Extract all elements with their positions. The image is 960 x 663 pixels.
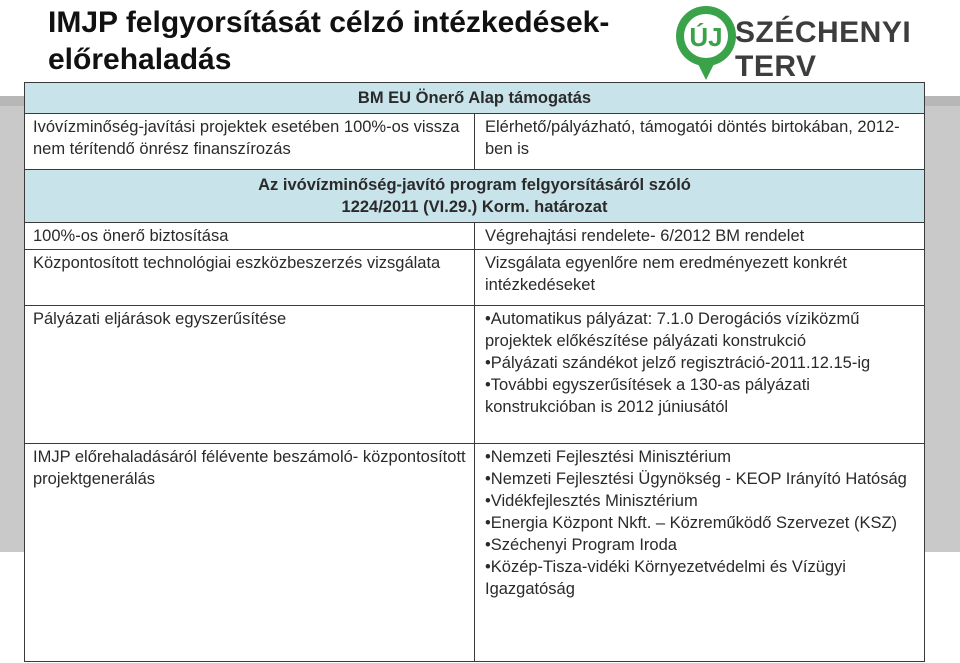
row5-left: IMJP előrehaladásáról félévente beszámoló- központosított projektgenerálás [25,444,475,662]
row2-right: Végrehajtási rendelete- 6/2012 BM rendelet [475,223,925,250]
row5-bullet: •Vidékfejlesztés Minisztérium [485,492,698,510]
logo-badge-text: ÚJ [689,22,723,52]
header2-line2: 1224/2011 (VI.29.) Korm. határozat [341,198,608,216]
row5-bullet: •Energia Központ Nkft. – Közreműködő Szervezet (KSZ) [485,514,898,532]
row5-right [475,444,925,662]
row4-bullet: •Automatikus pályázat: 7.1.0 Derogációs víziközmű projektek előkészítése pályázati konstrukció [485,310,860,350]
header-korm-hatarozat [25,170,925,223]
row1-right: Elérhető/pályázható, támogatói döntés birtokában, 2012-ben is [475,114,925,170]
row5-bullet: •Közép-Tisza-vidéki Környezetvédelmi és Vízügyi Igazgatóság [485,558,846,598]
row3-left: Központosított technológiai eszközbeszerzés vizsgálata [25,250,475,306]
row1-left: Ivóvízminőség-javítási projektek esetében 100%-os vissza nem térítendő önrész finanszírozás [25,114,475,170]
row3-right: Vizsgálata egyenlőre nem eredményezett konkrét intézkedéseket [475,250,925,306]
row4-right [475,306,925,444]
header-bm-eu-oneroalap: BM EU Önerő Alap támogatás [25,83,925,114]
row5-bullet: •Nemzeti Fejlesztési Minisztérium [485,448,731,466]
row5-bullet: •Széchenyi Program Iroda [485,536,677,554]
row4-bullet: •Pályázati szándékot jelző regisztráció-2011.12.15-ig [485,354,871,372]
page-title: IMJP felgyorsítását célzó intézkedések-előrehaladás [48,6,610,76]
row2-left: 100%-os önerő biztosítása [25,223,475,250]
right-gray-band [924,106,960,552]
header2-line1: Az ivóvízminőség-javító program felgyorsításáról szóló [258,176,691,194]
logo-text: SZÉCHENYI TERV [735,16,912,83]
row4-left: Pályázati eljárások egyszerűsítése [25,306,475,444]
left-gray-band [0,106,24,552]
measures-table [24,82,925,662]
row4-bullet: •További egyszerűsítések a 130-as pályázati konstrukcióban is 2012 júniusától [485,376,810,416]
row5-bullet: •Nemzeti Fejlesztési Ügynökség - KEOP Irányító Hatóság [485,470,907,488]
